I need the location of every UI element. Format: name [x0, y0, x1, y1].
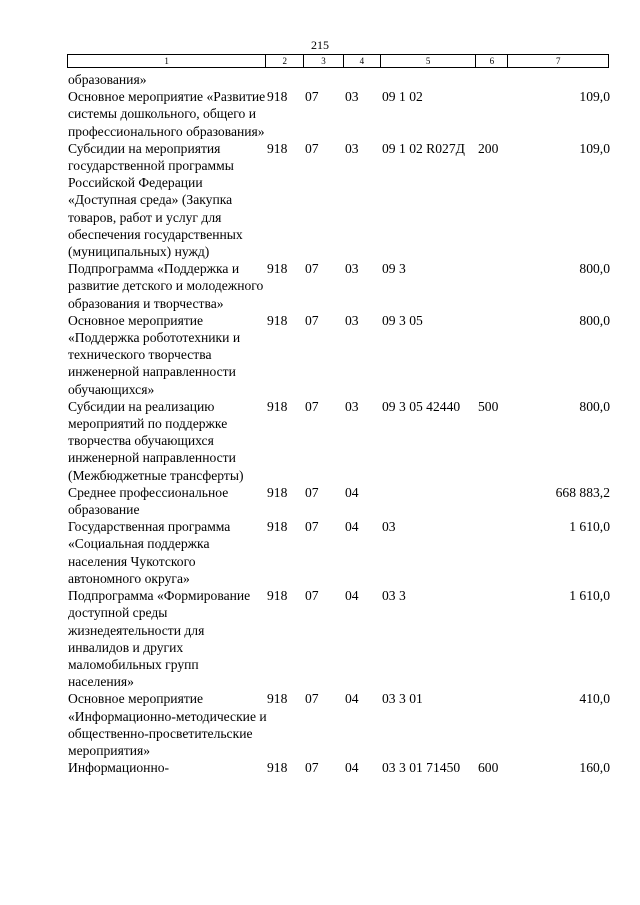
row-name: Основное мероприятие «Поддержка робототехники и технического творчества инженерной направленности обучающихся» [68, 312, 241, 397]
row-name: Информационно- [68, 760, 170, 776]
row-code-5: 03 3 [382, 588, 406, 604]
table-header [67, 54, 609, 68]
row-code-2: 918 [267, 312, 288, 328]
row-code-4: 04 [345, 519, 359, 535]
row-name: Подпрограмма «Поддержка и развитие детского и молодежного образования и творчества» [68, 261, 264, 311]
column-header-2: 2 [266, 55, 304, 67]
column-header-6: 6 [476, 55, 508, 67]
row-name: Среднее профессиональное образование [68, 484, 229, 518]
row-amount: 109,0 [579, 140, 610, 156]
column-header-7: 7 [555, 56, 561, 66]
row-code-4: 03 [345, 89, 359, 105]
row-code-3: 07 [305, 89, 319, 105]
row-code-6: 600 [478, 760, 499, 776]
table-row [68, 484, 610, 518]
table-row [68, 312, 610, 398]
column-header-3: 3 [304, 55, 344, 67]
row-amount: 160,0 [579, 760, 610, 776]
row-code-6: 500 [478, 398, 499, 414]
row-code-3: 07 [305, 519, 319, 535]
row-code-4: 04 [345, 588, 359, 604]
table-row [68, 518, 610, 587]
row-code-3: 07 [305, 398, 319, 414]
row-code-5: 03 3 01 [382, 691, 423, 707]
row-code-2: 918 [267, 588, 288, 604]
table-row [68, 260, 610, 312]
row-code-4: 04 [345, 691, 359, 707]
row-name: Основное мероприятие «Развитие системы дошкольного, общего и профессионального образования» [68, 89, 266, 139]
row-code-5: 09 1 02 R027Д [382, 140, 465, 156]
column-header-1: 1 [68, 55, 266, 67]
row-code-2: 918 [267, 261, 288, 277]
row-code-3: 07 [305, 261, 319, 277]
row-code-3: 07 [305, 691, 319, 707]
row-amount: 1 610,0 [569, 519, 610, 535]
row-code-2: 918 [267, 519, 288, 535]
row-amount: 109,0 [579, 89, 610, 105]
row-amount: 668 883,2 [555, 484, 610, 500]
row-name: Субсидии на реализацию мероприятий по поддержке творчества обучающихся инженерной направленности (Межбюджетные трансферты) [68, 398, 244, 483]
row-code-2: 918 [267, 691, 288, 707]
row-code-6: 200 [478, 140, 499, 156]
row-name: Подпрограмма «Формирование доступной среды жизнедеятельности для инвалидов и других маломобильных групп населения» [68, 588, 251, 690]
table-row [68, 140, 610, 260]
row-code-4: 03 [345, 398, 359, 414]
table-row [68, 398, 610, 484]
row-code-3: 07 [305, 760, 319, 776]
row-code-3: 07 [305, 588, 319, 604]
column-header-4: 4 [344, 55, 381, 67]
row-name: Основное мероприятие «Информационно-методические и общественно-просветительские мероприятия» [68, 691, 267, 758]
row-code-5: 03 3 01 71450 [382, 760, 461, 776]
row-name: Государственная программа «Социальная поддержка населения Чукотского автономного округа» [68, 519, 231, 586]
row-code-2: 918 [267, 760, 288, 776]
table-row [68, 690, 610, 759]
table-row [68, 587, 610, 690]
row-amount: 1 610,0 [569, 588, 610, 604]
row-code-5: 09 3 05 42440 [382, 398, 461, 414]
row-amount: 800,0 [579, 261, 610, 277]
row-code-4: 03 [345, 312, 359, 328]
row-amount: 410,0 [579, 691, 610, 707]
row-code-4: 03 [345, 261, 359, 277]
row-code-4: 04 [345, 760, 359, 776]
row-code-3: 07 [305, 312, 319, 328]
row-name: образования» [68, 72, 147, 87]
row-code-2: 918 [267, 484, 288, 500]
row-code-4: 03 [345, 140, 359, 156]
row-code-2: 918 [267, 140, 288, 156]
table-row [68, 88, 610, 140]
row-name: Субсидии на мероприятия государственной программы Российской Федерации «Доступная среда» (Закупка товаров, работ и услуг для обеспечения государственных (муниципальных) нужд) [68, 140, 243, 260]
row-code-5: 09 1 02 [382, 89, 423, 105]
row-code-2: 918 [267, 398, 288, 414]
row-amount: 800,0 [579, 312, 610, 328]
row-amount: 800,0 [579, 398, 610, 414]
table-row [68, 759, 610, 776]
row-code-2: 918 [267, 89, 288, 105]
budget-table-body [68, 71, 610, 776]
row-code-4: 04 [345, 484, 359, 500]
row-code-5: 03 [382, 519, 396, 535]
row-code-5: 09 3 [382, 261, 406, 277]
page-number: 215 [311, 38, 329, 52]
row-code-3: 07 [305, 140, 319, 156]
column-header-5: 5 [381, 55, 477, 67]
row-code-5: 09 3 05 [382, 312, 423, 328]
table-row [68, 71, 610, 88]
row-code-3: 07 [305, 484, 319, 500]
